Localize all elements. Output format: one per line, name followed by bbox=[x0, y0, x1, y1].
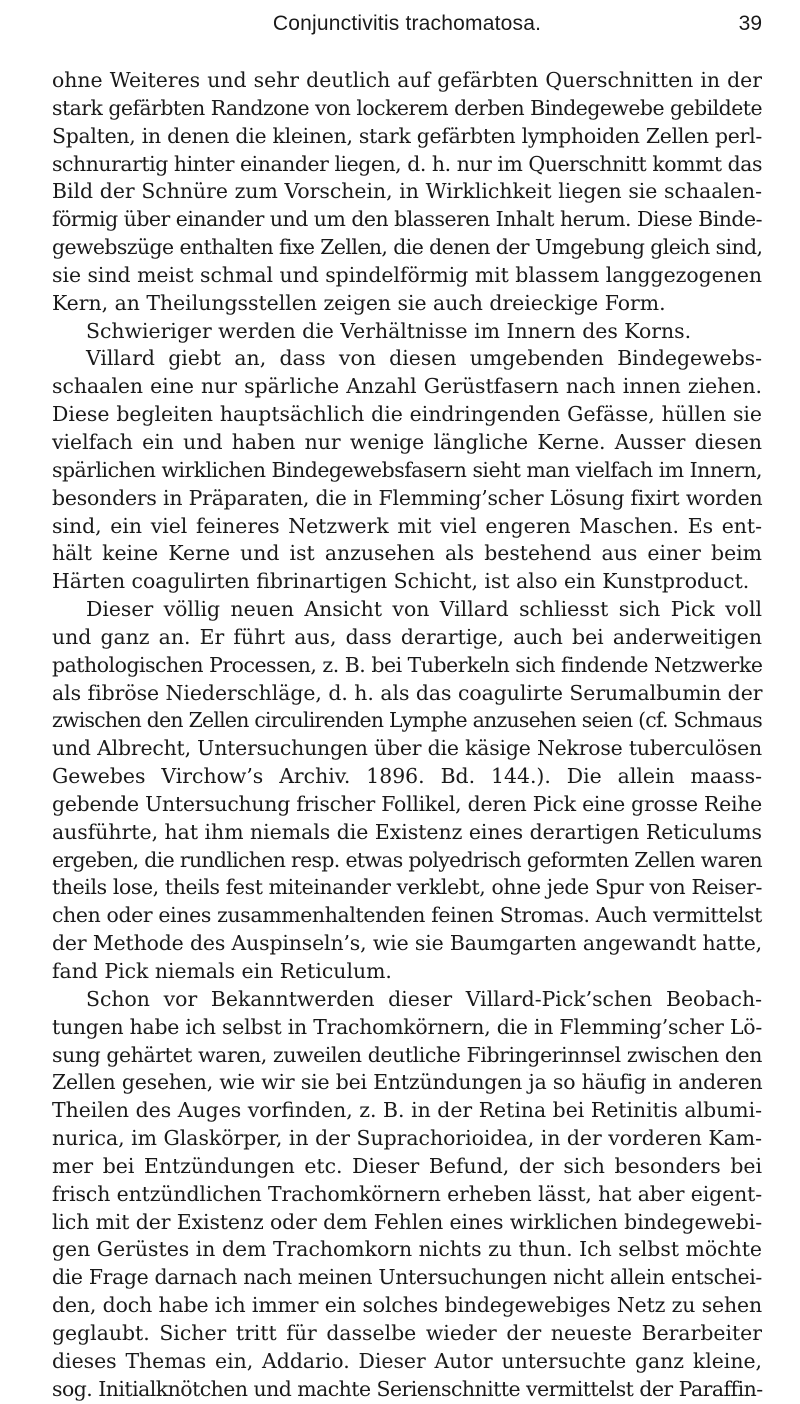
text-line: Theilen des Auges vorfinden, z. B. in der Retina bei Retinitis albumi- bbox=[52, 1098, 762, 1123]
text-line: chen oder eines zusammenhaltenden feinen Stromas. Auch vermittelst bbox=[52, 903, 762, 928]
text-line: und Albrecht, Untersuchungen über die käsige Nekrose tuberculösen bbox=[52, 736, 762, 761]
text-line: sind, ein viel feineres Netzwerk mit viel engeren Maschen. Es ent- bbox=[52, 513, 762, 538]
text-line: nurica, im Glaskörper, in der Suprachorioidea, in der vorderen Kam- bbox=[52, 1126, 762, 1151]
running-title: Conjunctivitis trachomatosa. bbox=[272, 12, 542, 35]
body-text bbox=[52, 67, 762, 1404]
text-line: Schon vor Bekanntwerden dieser Villard-Pick’schen Beobach- bbox=[86, 986, 762, 1011]
page-number: 39 bbox=[738, 12, 762, 35]
text-line: Härten coagulirten fibrinartigen Schicht, ist also ein Kunstproduct. bbox=[52, 569, 750, 594]
running-head bbox=[52, 8, 762, 48]
text-line: Villard giebt an, dass von diesen umgebenden Bindegewebs- bbox=[86, 346, 762, 371]
text-line: ausführte, hat ihm niemals die Existenz eines derartigen Reticulums bbox=[52, 819, 762, 844]
text-line: den, doch habe ich immer ein solches bindegewebiges Netz zu sehen bbox=[52, 1293, 762, 1318]
text-line: schaalen eine nur spärliche Anzahl Gerüstfasern nach innen ziehen. bbox=[52, 374, 762, 399]
text-line: tungen habe ich selbst in Trachomkörnern, die in Flemming’scher Lö- bbox=[52, 1014, 762, 1039]
text-line: Kern, an Theilungsstellen zeigen sie auch dreieckige Form. bbox=[52, 290, 666, 315]
text-line: der Methode des Auspinseln’s, wie sie Baumgarten angewandt hatte, bbox=[52, 931, 762, 956]
text-line: pathologischen Processen, z. B. bei Tuberkeln sich findende Netzwerke bbox=[52, 652, 763, 677]
text-line: förmig über einander und um den blasseren Inhalt herum. Diese Binde- bbox=[52, 207, 762, 232]
text-line: Spalten, in denen die kleinen, stark gefärbten lymphoiden Zellen perl- bbox=[52, 123, 762, 148]
text-line: Gewebes Virchow’s Archiv. 1896. Bd. 144.). Die allein maass- bbox=[52, 764, 762, 789]
text-line: sie sind meist schmal und spindelförmig mit blassem langgezogenen bbox=[52, 262, 763, 287]
text-line: fand Pick niemals ein Reticulum. bbox=[52, 959, 392, 983]
text-line: gewebszüge enthalten fixe Zellen, die denen der Umgebung gleich sind, bbox=[52, 235, 763, 260]
text-line: geglaubt. Sicher tritt für dasselbe wieder der neueste Berarbeiter bbox=[52, 1320, 762, 1345]
text-line: Zellen gesehen, wie wir sie bei Entzündungen ja so häufig in anderen bbox=[52, 1070, 763, 1095]
text-line: zwischen den Zellen circulirenden Lymphe anzusehen seien (cf. Schmaus bbox=[52, 708, 763, 733]
text-line: hält keine Kerne und ist anzusehen als bestehend aus einer beim bbox=[52, 541, 762, 566]
text-line: vielfach ein und haben nur wenige längliche Kerne. Ausser diesen bbox=[52, 429, 762, 454]
text-line: mer bei Entzündungen etc. Dieser Befund, der sich besonders bei bbox=[52, 1153, 762, 1178]
text-line: als fibröse Niederschläge, d. h. als das coagulirte Serumalbumin der bbox=[52, 680, 763, 705]
text-line: die Frage darnach nach meinen Untersuchungen nicht allein entschei- bbox=[52, 1265, 762, 1290]
text-line: gen Gerüstes in dem Trachomkorn nichts zu thun. Ich selbst möchte bbox=[52, 1237, 762, 1262]
text-line: ohne Weiteres und sehr deutlich auf gefärbten Querschnitten in der bbox=[52, 68, 762, 92]
text-line: Schwieriger werden die Verhältnisse im Innern des Korns. bbox=[86, 318, 692, 343]
text-line: Bild der Schnüre zum Vorschein, in Wirklichkeit liegen sie schaalen- bbox=[52, 179, 762, 204]
text-line: theils lose, theils fest miteinander verklebt, ohne jede Spur von Reiser- bbox=[52, 875, 762, 900]
text-line: dieses Themas ein, Addario. Dieser Autor untersuchte ganz kleine, bbox=[52, 1348, 762, 1373]
text-line: sung gehärtet waren, zuweilen deutliche Fibringerinnsel zwischen den bbox=[52, 1042, 762, 1067]
text-line: ergeben, die rundlichen resp. etwas polyedrisch geformten Zellen waren bbox=[52, 847, 762, 872]
text-line: spärlichen wirklichen Bindegewebsfasern sieht man vielfach im Innern, bbox=[52, 457, 763, 482]
book-page bbox=[52, 8, 762, 1404]
text-line: gebende Untersuchung frischer Follikel, deren Pick eine grosse Reihe bbox=[52, 791, 762, 816]
text-line: besonders in Präparaten, die in Flemming’scher Lösung fixirt worden bbox=[52, 485, 763, 510]
text-line: Dieser völlig neuen Ansicht von Villard schliesst sich Pick voll bbox=[86, 597, 762, 622]
text-line: und ganz an. Er führt aus, dass derartige, auch bei anderweitigen bbox=[52, 624, 762, 649]
text-line: lich mit der Existenz oder dem Fehlen eines wirklichen bindegewebi- bbox=[52, 1209, 762, 1234]
text-line: stark gefärbten Randzone von lockerem derben Bindegewebe gebildete bbox=[52, 95, 762, 120]
text-line: frisch entzündlichen Trachomkörnern erheben lässt, hat aber eigent- bbox=[52, 1181, 762, 1206]
text-line: sog. Initialknötchen und machte Serienschnitte vermittelst der Paraffin- bbox=[52, 1376, 763, 1401]
text-line: Diese begleiten hauptsächlich die eindringenden Gefässe, hüllen sie bbox=[52, 402, 762, 427]
text-line: schnurartig hinter einander liegen, d. h. nur im Querschnitt kommt das bbox=[52, 151, 763, 176]
